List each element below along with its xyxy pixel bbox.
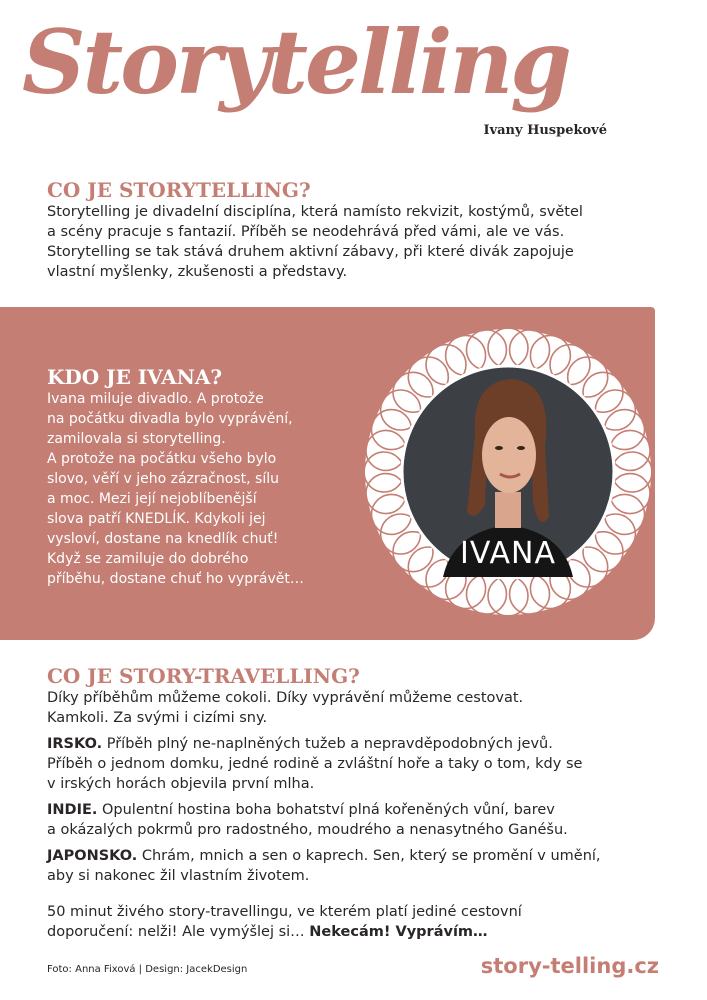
- section-what-is-storytelling: [47, 178, 667, 282]
- text-line: v irských horách objevila první mlha.: [47, 776, 315, 792]
- destination-label: JAPONSKO.: [47, 848, 138, 864]
- destination-label: IRSKO.: [47, 736, 103, 752]
- text-line: aby si nakonec žil vlastním životem.: [47, 868, 310, 884]
- text-line: IRSKO. Příběh plný ne-naplněných tužeb a nepravděpodobných jevů.: [47, 736, 553, 752]
- text-line: Storytelling se tak stává druhem aktivní zábavy, při které divák zapojuje: [47, 244, 574, 260]
- text-line: INDIE. Opulentní hostina boha bohatství plná kořeněných vůní, barev: [47, 802, 555, 818]
- poster-title: Storytelling: [22, 10, 569, 114]
- text-line: slova patří KNEDLÍK. Kdykoli jej: [47, 511, 266, 527]
- text-line: zamilovala si storytelling.: [47, 431, 226, 447]
- text-line: slovo, věří v jeho zázračnost, sílu: [47, 471, 279, 487]
- section-heading: CO JE STORYTELLING?: [47, 178, 311, 202]
- text-line: příběhu, dostane chuť ho vyprávět…: [47, 571, 304, 587]
- text-line: a okázalých pokrmů pro radostného, moudrého a nenasytného Ganéšu.: [47, 822, 568, 838]
- text-line: 50 minut živého story-travellingu, ve kterém platí jediné cestovní: [47, 904, 522, 920]
- section-heading: KDO JE IVANA?: [47, 365, 223, 389]
- text-line: A protože na počátku všeho bylo: [47, 451, 277, 467]
- text-line: vysloví, dostane na knedlík chuť!: [47, 531, 279, 547]
- text-line: Když se zamiluje do dobrého: [47, 551, 249, 567]
- section-heading: CO JE STORY-TRAVELLING?: [47, 664, 360, 688]
- text-line: a scény pracuje s fantazií. Příběh se neodehrává před vámi, ale ve vás.: [47, 224, 565, 240]
- text-line: Kamkoli. Za svými i cizími sny.: [47, 710, 268, 726]
- website-link[interactable]: story-telling.cz: [480, 954, 659, 978]
- text-line: Ivana miluje divadlo. A protože: [47, 391, 264, 407]
- photo-credits: Foto: Anna Fixová | Design: JacekDesign: [47, 964, 248, 975]
- portrait-image: [363, 327, 653, 617]
- text-line: doporučení: nelži! Ale vymýšlej si… Nekecám! Vyprávím…: [47, 924, 488, 940]
- text-line: JAPONSKO. Chrám, mnich a sen o kaprech. Sen, který se promění v umění,: [47, 848, 601, 864]
- portrait-label: IVANA: [460, 536, 556, 571]
- text-line: Díky příběhům můžeme cokoli. Díky vyprávění můžeme cestovat.: [47, 690, 524, 706]
- section-body: [47, 389, 347, 589]
- text-line: na počátku divadla bylo vyprávění,: [47, 411, 293, 427]
- section-body: [47, 202, 667, 282]
- section-who-is-ivana: [47, 365, 347, 589]
- destination-ireland: [47, 734, 677, 794]
- text-line: Storytelling je divadelní disciplína, která namísto rekvizit, kostýmů, světel: [47, 204, 583, 220]
- section-story-travelling: [47, 664, 677, 948]
- intro-paragraph: [47, 688, 677, 728]
- text-line: a moc. Mezi její nejoblíbenější: [47, 491, 257, 507]
- text-line: vlastní myšlenky, zkušenosti a představy.: [47, 264, 348, 280]
- destination-india: [47, 800, 677, 840]
- destination-japan: [47, 846, 677, 886]
- destination-label: INDIE.: [47, 802, 98, 818]
- author-name: Ivany Huspekové: [483, 123, 607, 138]
- closing-paragraph: [47, 902, 677, 942]
- text-line: Příběh o jednom domku, jedné rodině a zvláštní hoře a taky o tom, kdy se: [47, 756, 583, 772]
- closing-tagline: Nekecám! Vyprávím…: [309, 924, 488, 940]
